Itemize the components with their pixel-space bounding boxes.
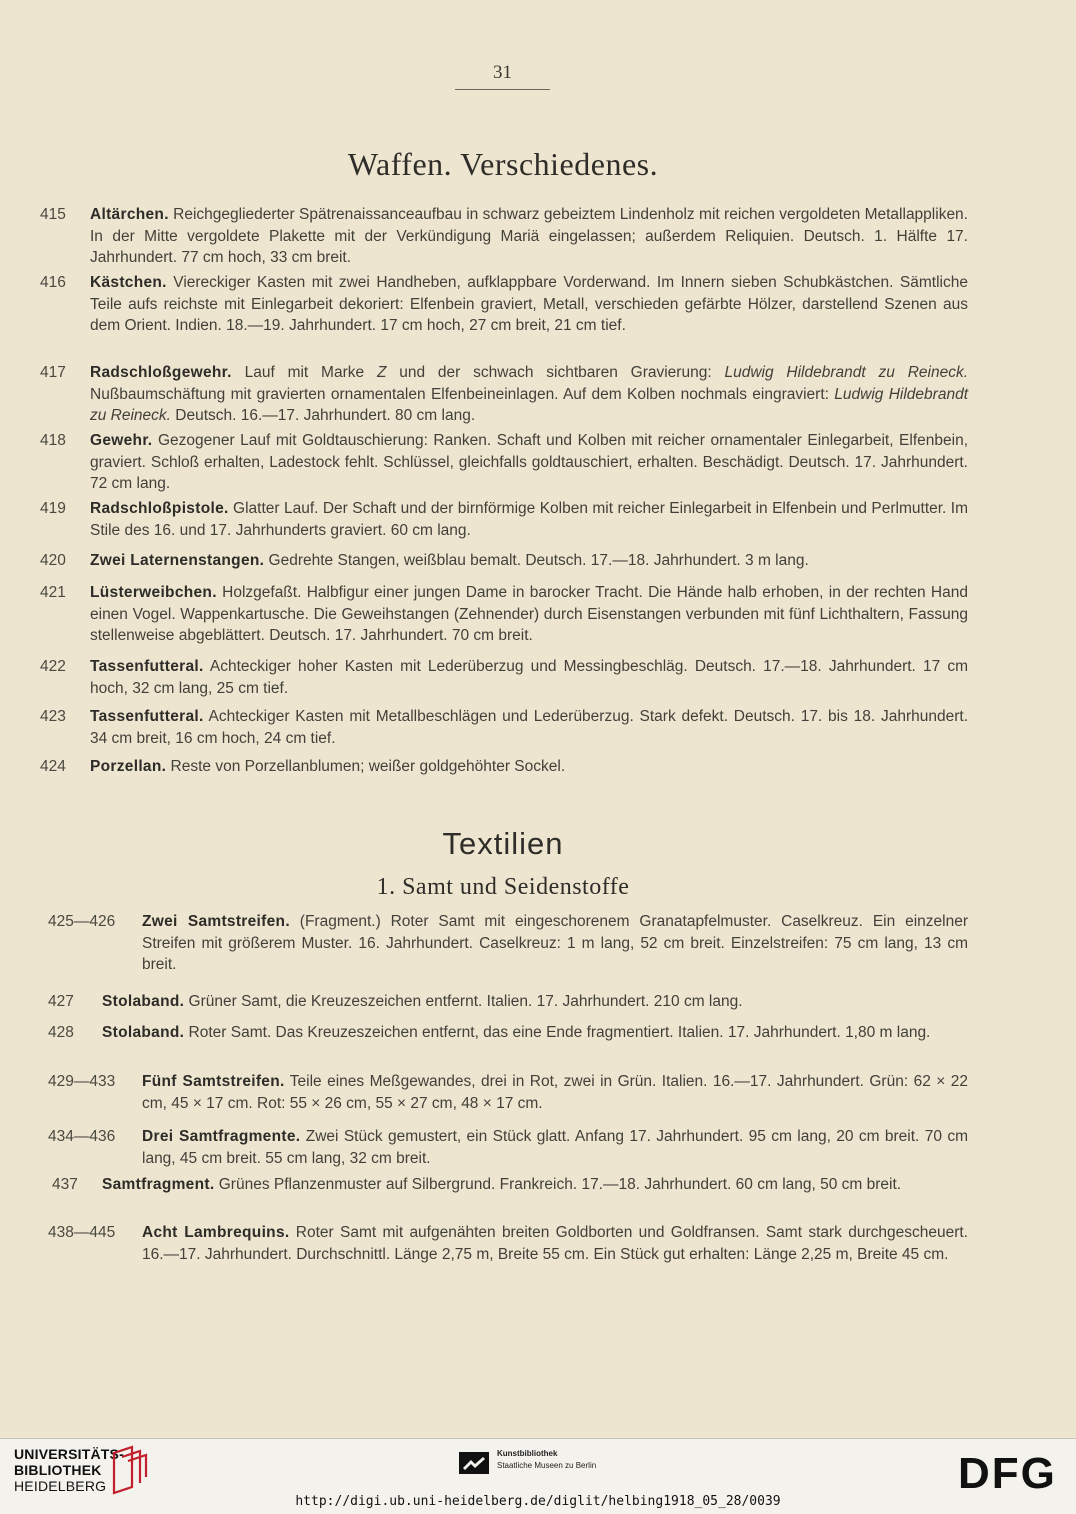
entry-text: Deutsch. 16.—17. Jahrhundert. 80 cm lang.	[170, 407, 476, 424]
entry-number: 424	[40, 758, 66, 775]
catalog-entry-422	[40, 656, 968, 699]
uni-line-2: BIBLIOTHEK	[14, 1462, 102, 1478]
entry-text: Zwei Stück gemustert, ein Stück glatt. Anfang 17. Jahrhundert. 95 cm lang, 20 cm breit. 70 cm lang, 45 cm breit. 55 cm lang, 32 cm breit.	[142, 1128, 968, 1167]
entry-inscription: Ludwig Hildebrandt zu Reineck.	[724, 364, 968, 381]
entry-text: Teile eines Meßgewandes, drei in Rot, zwei in Grün. Italien. 16.—17. Jahrhundert. Grün: 62 × 22 cm, 45 × 17 cm. Rot: 55 × 26 cm, 55 × 27 cm, 48 × 17 cm.	[142, 1073, 968, 1112]
entry-number: 417	[40, 364, 66, 381]
entry-title: Zwei Samtstreifen.	[142, 913, 290, 930]
catalog-entry-424	[40, 756, 968, 778]
subsection-title-samt: 1. Samt und Seidenstoffe	[376, 874, 630, 900]
catalog-entry-429-433	[40, 1071, 968, 1114]
entry-text: Reichgegliederter Spätrenaissanceaufbau in schwarz gebeiztem Lindenholz mit reichen vergoldeten Metallappliken. In der Mitte vergoldete Plakette mit der Verkündigung Mariä eingelassen; außerdem Reliquien. Deutsch. 1. Hälfte 17. Jahrhundert. 77 cm hoch, 33 cm breit.	[90, 206, 968, 266]
entry-title: Stolaband.	[102, 1024, 185, 1041]
entry-title: Gewehr.	[90, 432, 153, 449]
entry-title: Porzellan.	[90, 758, 167, 775]
entry-number: 437	[52, 1176, 78, 1193]
kunstbibliothek-logo-icon	[459, 1452, 489, 1474]
catalog-entry-419	[40, 498, 968, 541]
entry-number: 423	[40, 708, 66, 725]
entry-title: Altärchen.	[90, 206, 169, 223]
entry-number: 425—426	[48, 913, 116, 930]
entry-title: Drei Samtfragmente.	[142, 1128, 301, 1145]
entry-title: Zwei Laternenstangen.	[90, 552, 265, 569]
catalog-entry-421	[40, 582, 968, 647]
entry-text: und der schwach sichtbaren Gravierung:	[386, 364, 725, 381]
entry-number: 427	[48, 993, 74, 1010]
entry-number: 429—433	[48, 1073, 116, 1090]
entry-number: 418	[40, 432, 66, 449]
entry-title: Acht Lambrequins.	[142, 1224, 290, 1241]
kunstbibliothek-label	[497, 1448, 596, 1472]
catalog-entry-434-436	[40, 1126, 968, 1169]
catalog-entry-416	[40, 272, 968, 337]
entry-text: Gedrehte Stangen, weißblau bemalt. Deutsch. 17.—18. Jahrhundert. 3 m lang.	[264, 552, 809, 569]
catalog-entry-420	[40, 550, 968, 572]
entry-number: 434—436	[48, 1128, 116, 1145]
entry-title: Fünf Samtstreifen.	[142, 1073, 285, 1090]
page-number-rule	[455, 89, 550, 90]
entry-title: Radschloßgewehr.	[90, 364, 232, 381]
kb-line-1: Kunstbibliothek	[497, 1449, 558, 1458]
university-library-logo-icon	[104, 1443, 152, 1495]
entry-text: Viereckiger Kasten mit zwei Handheben, aufklappbare Vorderwand. Im Innern sieben Schubkästchen. Sämtliche Teile aufs reichste mit Einlegarbeit dekoriert: Elfenbein graviert, Metall, verschieden gefärbte Hölzer, darstellend Szenen aus dem Orient. Indien. 18.—19. Jahrhundert. 17 cm hoch, 27 cm breit, 21 cm tief.	[90, 274, 968, 334]
entry-text: Holzgefaßt. Halbfigur einer jungen Dame in barocker Tracht. Die Hände halb erhoben, in der rechten Hand einen Vogel. Wappenkartusche. Die Geweihstangen (Zehnender) durch Eisenstangen verbunden mit fünf Lichthaltern, Fassung stellenweise abgeblättert. Deutsch. 17. Jahrhundert. 70 cm breit.	[90, 584, 968, 644]
dfg-logo: DFG	[958, 1449, 1057, 1498]
entry-text: Reste von Porzellanblumen; weißer goldgehöhter Sockel.	[166, 758, 566, 775]
catalog-entry-428	[40, 1022, 968, 1044]
catalog-entry-423	[40, 706, 968, 749]
entry-number: 416	[40, 274, 66, 291]
catalog-entry-437	[40, 1174, 968, 1196]
section-title-waffen: Waffen. Verschiedenes.	[347, 146, 659, 182]
catalog-entry-438-445	[40, 1222, 968, 1265]
entry-title: Radschloßpistole.	[90, 500, 229, 517]
entry-title: Tassenfutteral.	[90, 708, 204, 725]
entry-mark: Z	[376, 364, 387, 381]
catalog-entry-418	[40, 430, 968, 495]
catalog-entry-415	[40, 204, 968, 269]
uni-line-1: UNIVERSITÄTS-	[14, 1446, 124, 1462]
entry-text: Achteckiger hoher Kasten mit Lederüberzug und Messingbeschläg. Deutsch. 17.—18. Jahrhundert. 17 cm hoch, 32 cm lang, 25 cm tief.	[90, 658, 968, 697]
entry-text: Roter Samt mit aufgenähten breiten Goldborten und Goldfransen. Samt stark durchgescheuert. 16.—17. Jahrhundert. Durchschnittl. Länge 2,75 m, Breite 55 cm. Ein Stück gut erhalten: Länge 2,25 m, Breite 45 cm.	[142, 1224, 968, 1263]
entry-number: 420	[40, 552, 66, 569]
entry-text: (Fragment.) Roter Samt mit eingeschorenem Granatapfelmuster. Caselkreuz. Ein einzelner Streifen mit größerem Muster. 16. Jahrhundert. Caselkreuz: 1 m lang, 52 cm breit. Einzelstreifen: 75 cm lang, 13 cm breit.	[142, 913, 968, 973]
entry-number: 421	[40, 584, 66, 601]
entry-text: Gezogener Lauf mit Goldtauschierung: Ranken. Schaft und Kolben mit reicher ornamentaler Einlegarbeit, Elfenbein, graviert. Schloß erhalten, Ladestock fehlt. Schlüssel, gleichfalls goldtauschiert, erhalten. Beschädigt. Deutsch. 17. Jahrhundert. 72 cm lang.	[90, 432, 968, 492]
entry-number: 419	[40, 500, 66, 517]
entry-number: 415	[40, 206, 66, 223]
catalog-entry-417	[40, 362, 968, 427]
catalog-entry-427	[40, 991, 968, 1013]
entry-title: Tassenfutteral.	[90, 658, 204, 675]
entry-number: 422	[40, 658, 66, 675]
entry-title: Stolaband.	[102, 993, 185, 1010]
entry-inscription: Ludwig Hildebrandt zu Reineck.	[90, 385, 968, 424]
entry-text: Achteckiger Kasten mit Metallbeschlägen und Lederüberzug. Stark defekt. Deutsch. 17. bis 18. Jahrhundert. 34 cm breit, 16 cm hoch, 24 cm tief.	[90, 708, 968, 747]
section-title-textilien: Textilien	[442, 826, 564, 861]
source-url[interactable]: http://digi.ub.uni-heidelberg.de/diglit/helbing1918_05_28/0039	[295, 1494, 781, 1509]
entry-text: Grünes Pflanzenmuster auf Silbergrund. Frankreich. 17.—18. Jahrhundert. 60 cm lang, 50 cm breit.	[214, 1176, 902, 1193]
uni-line-3: HEIDELBERG	[14, 1478, 107, 1494]
entry-text: Roter Samt. Das Kreuzeszeichen entfernt, das eine Ende fragmentiert. Italien. 17. Jahrhundert. 1,80 m lang.	[184, 1024, 931, 1041]
entry-text: Glatter Lauf. Der Schaft und der birnförmige Kolben mit reicher Einlegarbeit in Elfenbein und Perlmutter. Im Stile des 16. und 17. Jahrhunderts graviert. 60 cm lang.	[90, 500, 968, 539]
entry-text: Lauf mit Marke	[231, 364, 377, 381]
entry-text: Grüner Samt, die Kreuzeszeichen entfernt. Italien. 17. Jahrhundert. 210 cm lang.	[184, 993, 743, 1010]
catalog-entry-425-426	[40, 911, 968, 976]
entry-number: 428	[48, 1024, 74, 1041]
entry-text: Nußbaumschäftung mit gravierten ornamentalen Elfenbeineinlagen. Auf dem Kolben nochmals eingraviert:	[90, 385, 835, 403]
entry-title: Kästchen.	[90, 274, 167, 291]
entry-title: Lüsterweibchen.	[90, 584, 217, 601]
entry-title: Samtfragment.	[102, 1176, 215, 1193]
entry-number: 438—445	[48, 1224, 116, 1241]
kb-line-2: Staatliche Museen zu Berlin	[497, 1461, 597, 1470]
page-number: 31	[493, 62, 512, 83]
